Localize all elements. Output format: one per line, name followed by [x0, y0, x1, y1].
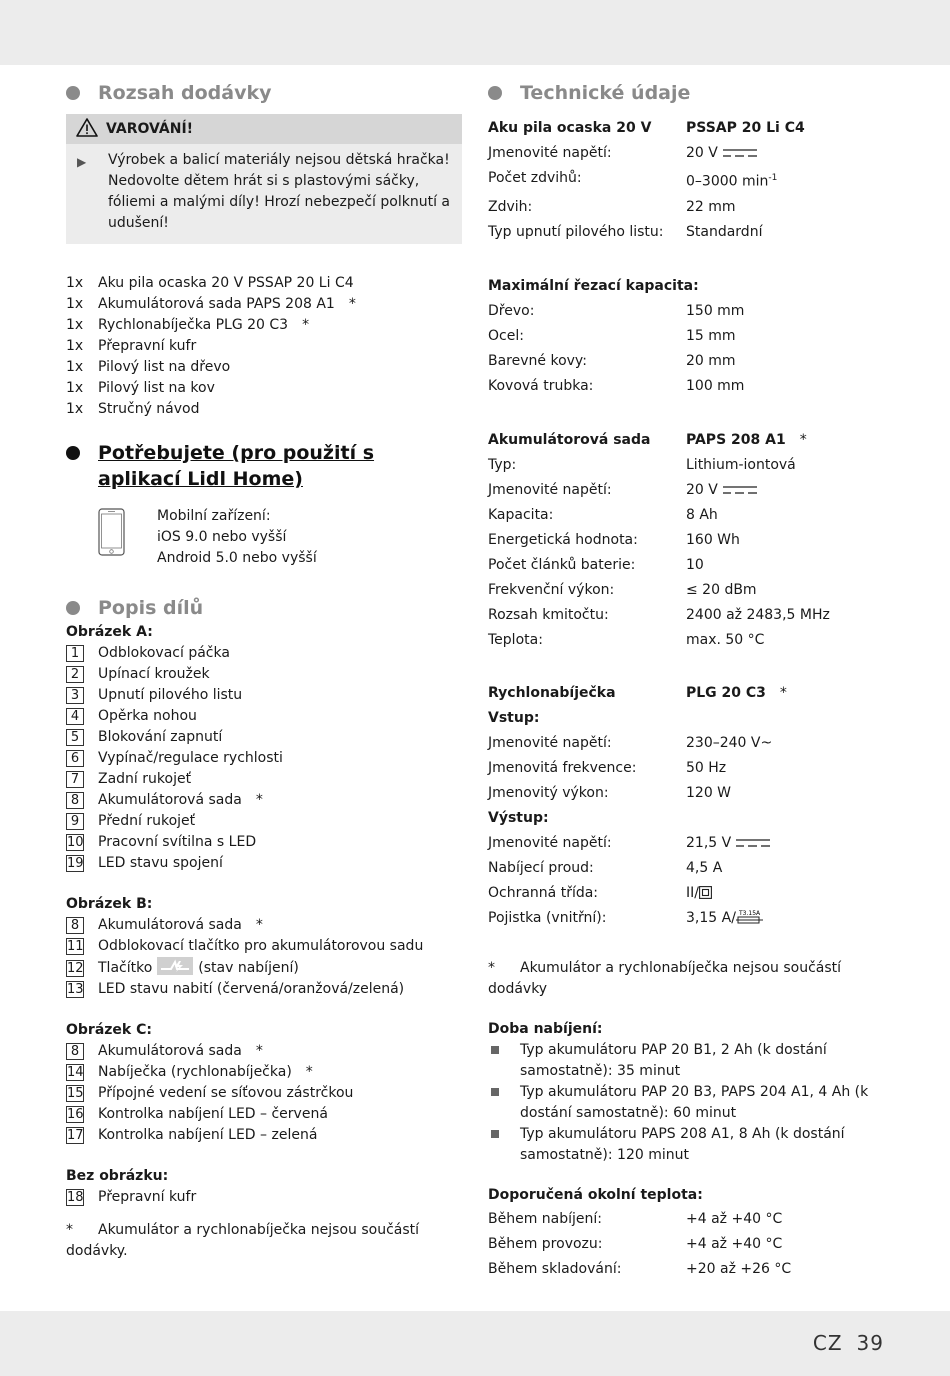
spec-label: Jmenovité napětí: [488, 834, 612, 851]
part-item [66, 1187, 462, 1208]
spec-value: 230–240 V~ [686, 734, 773, 751]
cut-capacity-title: Maximální řezací kapacita: [488, 277, 699, 294]
spec-label: Barevné kovy: [488, 352, 587, 369]
figure-a-list [66, 643, 462, 874]
spec-row [488, 881, 888, 906]
scope-item-text: Aku pila ocaska 20 V PSSAP 20 Li C4 [98, 275, 354, 291]
spec-value-wrap [686, 628, 764, 653]
part-label: Akumulátorová sada [98, 917, 242, 933]
charger-input-title: Vstup: [488, 709, 540, 726]
part-item [66, 643, 462, 664]
spec-row [488, 374, 888, 399]
part-number: 8 [66, 917, 84, 934]
part-item [66, 1104, 462, 1125]
part-item [66, 1062, 462, 1083]
part-item [66, 1125, 462, 1146]
charger-output-title: Výstup: [488, 809, 549, 826]
spec-value-wrap [686, 906, 764, 931]
scope-item-qty: 1x [66, 275, 84, 291]
spec-label: Kapacita: [488, 506, 554, 523]
asterisk-mark: * [255, 917, 263, 933]
spec-value-wrap [686, 349, 736, 374]
charge-time-item [488, 1040, 888, 1082]
spec-label: Jmenovitý výkon: [488, 784, 609, 801]
spec-row: Zdvih: 22 mm [488, 198, 736, 215]
part-label: Zadní rukojeť [98, 771, 192, 787]
charge-time [488, 1019, 888, 1166]
warning-text: Výrobek a balicí materiály nejsou dětská hračka! Nedovolte dětem hrát si s plastovými sáčky, fóliemi a malými díly! Hrozí nebezpečí polknutí a udušení! [108, 152, 450, 231]
part-number: 5 [66, 729, 84, 746]
part-item [66, 748, 462, 769]
scope-item [66, 273, 462, 294]
part-number: 8 [66, 1043, 84, 1060]
scope-item-qty: 1x [66, 317, 84, 333]
part-item [66, 769, 462, 790]
part-item [66, 915, 462, 936]
asterisk-mark: * [255, 792, 263, 808]
part-number: 16 [67, 1106, 84, 1122]
spec-row [488, 349, 888, 374]
spec-value: 150 mm [686, 302, 745, 319]
scope-item [66, 378, 462, 399]
no-figure-list [66, 1187, 462, 1208]
figure-b-title: Obrázek B: [66, 896, 153, 912]
spec-row [488, 856, 888, 881]
spec-value-wrap [686, 528, 740, 553]
language-code: CZ [812, 1331, 843, 1355]
dc-symbol-icon [735, 838, 771, 848]
spec-row [488, 1232, 888, 1257]
tech-heading: Technické údaje [488, 78, 888, 108]
asterisk-mark: * [348, 296, 356, 312]
part-label: Vypínač/regulace rychlosti [98, 750, 283, 766]
spec-value-wrap [686, 553, 704, 578]
asterisk-mark: * [255, 1043, 263, 1059]
spec-row [488, 1207, 888, 1232]
charge-time-text: Typ akumulátoru PAPS 208 A1, 8 Ah (k dostání samostatně): 120 minut [520, 1125, 845, 1163]
charger-specs [488, 681, 888, 931]
part-label: Upnutí pilového listu [98, 687, 243, 703]
spec-value-wrap [686, 324, 736, 349]
scope-item-qty: 1x [66, 338, 84, 354]
spec-value-wrap [686, 374, 744, 399]
part-item [66, 1041, 462, 1062]
spec-label: Energetická hodnota: [488, 531, 638, 548]
spec-row [488, 781, 888, 806]
part-item [66, 790, 462, 811]
spec-label: Během nabíjení: [488, 1210, 603, 1227]
right-column [488, 78, 888, 1282]
charge-time-item [488, 1082, 888, 1124]
spec-value: max. 50 °C [686, 631, 765, 648]
part-label: Blokování zapnutí [98, 729, 223, 745]
figure-c-list [66, 1041, 462, 1146]
spec-value: 8 Ah [686, 506, 718, 523]
part-label: Odblokovací tlačítko pro akumulátorovou sadu [98, 938, 424, 954]
scope-item-text: Stručný návod [98, 401, 200, 417]
part-item [66, 706, 462, 727]
part-number: 8 [66, 792, 84, 809]
spec-value-wrap [686, 453, 796, 478]
part-number: 2 [66, 666, 84, 683]
spec-value: 21,5 V [686, 834, 732, 851]
part-label-suffix: (stav nabíjení) [198, 960, 299, 976]
warning-triangle-icon [76, 118, 98, 137]
scope-item-qty: 1x [66, 401, 84, 417]
part-number: 17 [67, 1127, 84, 1143]
fuse-symbol-icon [736, 909, 764, 925]
warning-box [66, 114, 462, 244]
battery-status-button-icon [157, 957, 193, 975]
part-item [66, 853, 462, 874]
spec-row [488, 453, 888, 478]
spec-value: 50 Hz [686, 759, 727, 776]
arrow-right-icon: ▶ [77, 155, 87, 169]
part-label: Odblokovací páčka [98, 645, 230, 661]
spec-row [488, 1257, 888, 1282]
saw-spec-header: Aku pila ocaska 20 V PSSAP 20 Li C4 [488, 120, 805, 136]
spec-value-wrap [686, 1257, 791, 1282]
spec-label: Frekvenční výkon: [488, 581, 615, 598]
tech-footnote: * Akumulátor a rychlonabíječka nejsou součástí dodávky [488, 959, 842, 997]
spec-label: Ochranná třída: [488, 884, 599, 901]
part-number: 15 [67, 1085, 84, 1101]
part-label: Tlačítko [98, 960, 153, 976]
warning-title: VAROVÁNÍ! [106, 121, 194, 137]
part-item [66, 664, 462, 685]
page-number: 39 [856, 1331, 884, 1355]
scope-item-text: Pilový list na kov [98, 380, 215, 396]
spec-row [488, 603, 888, 628]
spec-value-wrap [686, 503, 718, 528]
spec-label: Nabíjecí proud: [488, 859, 594, 876]
page-footer [813, 1331, 884, 1355]
spec-label: Během skladování: [488, 1260, 622, 1277]
spec-value: +4 až +40 °C [686, 1235, 783, 1252]
scope-item [66, 294, 462, 315]
part-label: LED stavu nabití (červená/oranžová/zelená) [98, 981, 405, 997]
part-number: 6 [66, 750, 84, 767]
scope-item [66, 336, 462, 357]
charger-spec-header: Rychlonabíječka PLG 20 C3 * [488, 684, 787, 701]
spec-row: Počet zdvihů: 0–3000 $\min^{-1}$ [488, 170, 778, 190]
spec-row [488, 478, 888, 503]
part-item [66, 979, 462, 1000]
cut-capacity [488, 274, 888, 399]
dc-symbol-icon [722, 485, 758, 495]
scope-item [66, 357, 462, 378]
figure-b-list [66, 915, 462, 1000]
spec-row [488, 731, 888, 756]
spec-value: 20 mm [686, 352, 736, 369]
left-column [66, 78, 462, 1262]
spec-value-wrap [686, 603, 830, 628]
spec-value: 160 Wh [686, 531, 740, 548]
part-label: Kontrolka nabíjení LED – zelená [98, 1127, 318, 1143]
needs-line: iOS 9.0 nebo vyšší [157, 529, 287, 545]
spec-value: Lithium-iontová [686, 456, 796, 473]
spec-value: 3,15 A/ [686, 909, 736, 926]
spec-value-wrap [686, 831, 771, 856]
saw-specs [488, 116, 888, 245]
part-number: 10 [67, 834, 84, 850]
part-label: Akumulátorová sada [98, 792, 242, 808]
scope-item-text: Přepravní kufr [98, 338, 197, 354]
spec-row [488, 906, 888, 931]
spec-label: Jmenovitá frekvence: [488, 759, 637, 776]
scope-heading: Rozsah dodávky [66, 78, 462, 108]
spec-label: Během provozu: [488, 1235, 603, 1252]
spec-value-wrap [686, 478, 758, 503]
battery-spec-header: Akumulátorová sada PAPS 208 A1 * [488, 431, 807, 448]
spec-value: +20 až +26 °C [686, 1260, 792, 1277]
spec-value: 100 mm [686, 377, 745, 394]
spec-value: 15 mm [686, 327, 736, 344]
part-item [66, 1083, 462, 1104]
charge-time-item [488, 1124, 888, 1166]
bullet-dot-icon [66, 446, 80, 460]
scope-item-qty: 1x [66, 380, 84, 396]
spec-value: II/ [686, 884, 699, 901]
bullet-dot-icon [488, 86, 502, 100]
scope-item-text: Rychlonabíječka PLG 20 C3 [98, 317, 289, 333]
part-label: Přípojné vedení se síťovou zástrčkou [98, 1085, 354, 1101]
part-number: 11 [67, 938, 84, 954]
spec-row [488, 503, 888, 528]
bullet-dot-icon [66, 601, 80, 615]
spec-value: 20 V [686, 481, 718, 498]
part-label: Upínací kroužek [98, 666, 210, 682]
spec-label: Rozsah kmitočtu: [488, 606, 609, 623]
dc-symbol-icon [722, 148, 758, 158]
figure-c-title: Obrázek C: [66, 1022, 152, 1038]
parts-footnote: * Akumulátor a rychlonabíječka nejsou součástí dodávky. [66, 1222, 420, 1259]
charge-time-text: Typ akumulátoru PAP 20 B3, PAPS 204 A1, 4 Ah (k dostání samostatně): 60 minut [520, 1083, 869, 1121]
warning-header [66, 114, 462, 144]
scope-item-text: Pilový list na dřevo [98, 359, 231, 375]
scope-item [66, 399, 462, 420]
part-label: Nabíječka (rychlonabíječka) [98, 1064, 292, 1080]
part-label: LED stavu spojení [98, 855, 223, 871]
spec-row [488, 553, 888, 578]
part-number: 18 [67, 1189, 84, 1205]
part-label: Kontrolka nabíjení LED – červená [98, 1106, 328, 1122]
bottom-band [0, 1311, 950, 1376]
spec-value-wrap [686, 781, 731, 806]
spec-value: ≤ 20 dBm [686, 581, 757, 598]
needs-line: Mobilní zařízení: [157, 508, 271, 524]
part-item [66, 936, 462, 957]
asterisk-mark: * [302, 317, 310, 333]
figure-a-title: Obrázek A: [66, 624, 153, 640]
spec-label: Pojistka (vnitřní): [488, 909, 607, 926]
spec-value-wrap [686, 756, 726, 781]
spec-row: Jmenovité napětí: 20 V [488, 141, 888, 166]
spec-label: Jmenovité napětí: [488, 734, 612, 751]
ambient-title: Doporučená okolní teplota: [488, 1186, 703, 1203]
spec-row [488, 756, 888, 781]
parts-heading: Popis dílů [66, 593, 462, 623]
scope-item-qty: 1x [66, 296, 84, 312]
spec-value: 2400 až 2483,5 MHz [686, 606, 830, 623]
part-label: Opěrka nohou [98, 708, 197, 724]
part-item [66, 685, 462, 706]
spec-value: 10 [686, 556, 704, 573]
part-item [66, 832, 462, 853]
part-number: 4 [66, 708, 84, 725]
scope-item [66, 315, 462, 336]
spec-row [488, 324, 888, 349]
spec-value-wrap [686, 881, 712, 906]
needs-line: Android 5.0 nebo vyšší [157, 550, 317, 566]
spec-row [488, 628, 888, 653]
spec-value-wrap [686, 578, 757, 603]
spec-value-wrap [686, 1207, 782, 1232]
needs-requirements [66, 506, 462, 569]
battery-specs [488, 428, 888, 653]
part-number: 7 [66, 771, 84, 788]
spec-value: 4,5 A [686, 859, 723, 876]
square-bullet-icon [491, 1088, 499, 1096]
part-label: Pracovní svítilna s LED [98, 834, 257, 850]
part-label: Akumulátorová sada [98, 1043, 242, 1059]
charge-time-title: Doba nabíjení: [488, 1020, 603, 1037]
bullet-dot-icon [66, 86, 80, 100]
double-insulation-icon [699, 886, 712, 899]
spec-row [488, 578, 888, 603]
spec-row: Typ upnutí pilového listu: Standardní [488, 223, 763, 240]
scope-list [66, 273, 462, 420]
spec-value: +4 až +40 °C [686, 1210, 783, 1227]
spec-label: Ocel: [488, 327, 524, 344]
part-item [66, 957, 462, 979]
part-number: 13 [67, 981, 84, 997]
asterisk-mark: * [305, 1064, 313, 1080]
part-item [66, 811, 462, 832]
spec-value-wrap [686, 299, 744, 324]
spec-row [488, 299, 888, 324]
scope-item-qty: 1x [66, 359, 84, 375]
spec-row [488, 831, 888, 856]
fuse-rating-label: T3.15A [738, 909, 761, 917]
spec-label: Typ: [488, 456, 517, 473]
ambient-temperature [488, 1185, 888, 1282]
part-item [66, 727, 462, 748]
part-number: 9 [66, 813, 84, 830]
spec-label: Počet článků baterie: [488, 556, 636, 573]
scope-item-text: Akumulátorová sada PAPS 208 A1 [98, 296, 335, 312]
spec-label: Dřevo: [488, 302, 535, 319]
top-band [0, 0, 950, 65]
spec-value-wrap [686, 1232, 782, 1257]
spec-label: Jmenovité napětí: [488, 481, 612, 498]
no-figure-title: Bez obrázku: [66, 1168, 169, 1184]
square-bullet-icon [491, 1130, 499, 1138]
needs-heading: Potřebujete (pro použití s aplikací Lidl Home) [66, 440, 462, 492]
part-number: 19 [67, 855, 84, 871]
spec-label: Kovová trubka: [488, 377, 594, 394]
spec-label: Teplota: [488, 631, 543, 648]
square-bullet-icon [491, 1046, 499, 1054]
part-label: Přední rukojeť [98, 813, 196, 829]
part-number: 1 [66, 645, 84, 662]
smartphone-icon [98, 508, 125, 556]
part-label: Přepravní kufr [98, 1189, 197, 1205]
part-number: 3 [66, 687, 84, 704]
spec-value-wrap [686, 731, 772, 756]
warning-text-row [66, 144, 462, 234]
spec-value: 120 W [686, 784, 732, 801]
part-number: 14 [67, 1064, 84, 1080]
part-number: 12 [67, 960, 84, 976]
charge-time-text: Typ akumulátoru PAP 20 B1, 2 Ah (k dostání samostatně): 35 minut [520, 1041, 827, 1079]
spec-row [488, 528, 888, 553]
spec-value-wrap [686, 856, 722, 881]
